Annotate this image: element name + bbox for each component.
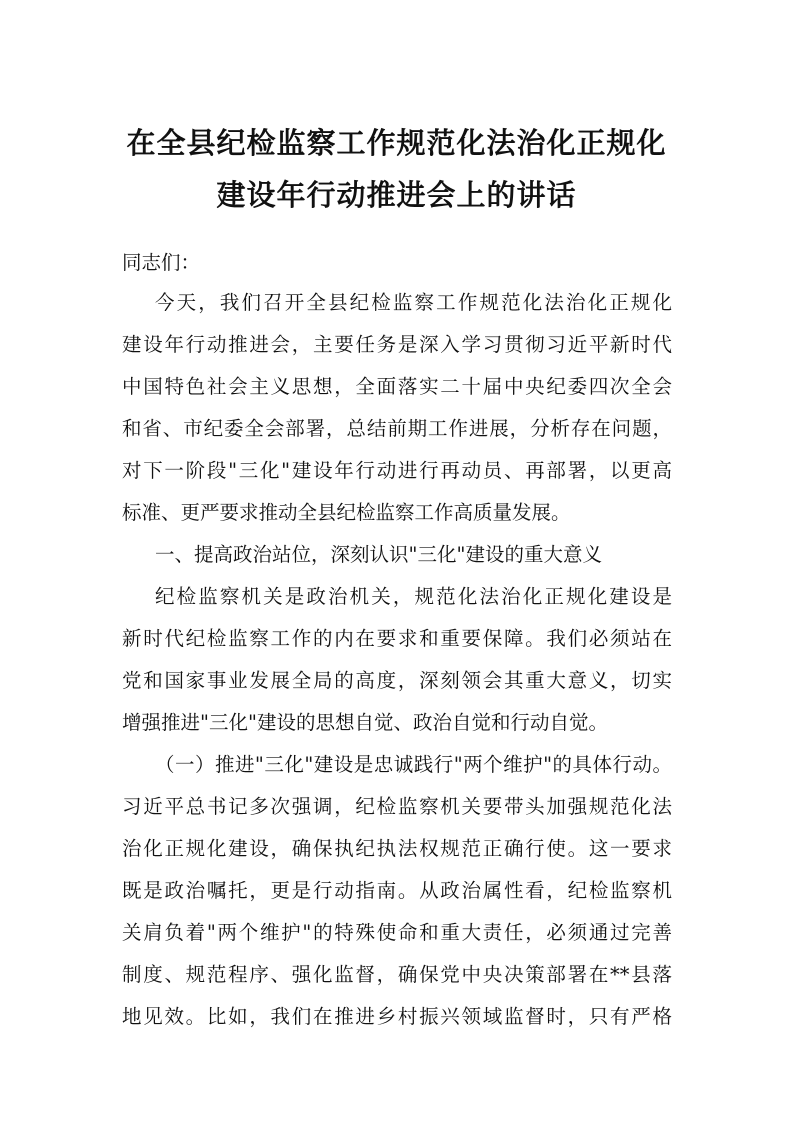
paragraph-line: 中国特色社会主义思想，全面落实二十届中央纪委四次全会 bbox=[122, 375, 672, 398]
paragraph-line: 关肩负着"两个维护"的特殊使命和重大责任，必须通过完善 bbox=[122, 921, 672, 944]
paragraph-line: 纪检监察机关是政治机关，规范化法治化正规化建设是 bbox=[155, 585, 672, 608]
document-title-line-2: 建设年行动推进会上的讲话 bbox=[216, 178, 577, 212]
subsection-heading: （一）推进"三化"建设是忠诚践行"两个维护"的具体行动。 bbox=[155, 753, 672, 776]
paragraph-line: 对下一阶段"三化"建设年行动进行再动员、再部署，以更高 bbox=[122, 459, 672, 482]
paragraph-line: 标准、更严要求推动全县纪检监察工作高质量发展。 bbox=[122, 501, 571, 524]
document-title-line-1: 在全县纪检监察工作规范化法治化正规化 bbox=[126, 126, 667, 160]
paragraph-line: 制度、规范程序、强化监督，确保党中央决策部署在**县落 bbox=[122, 963, 672, 986]
paragraph-line: 新时代纪检监察工作的内在要求和重要保障。我们必须站在 bbox=[122, 627, 672, 650]
paragraph-line: 今天，我们召开全县纪检监察工作规范化法治化正规化 bbox=[155, 291, 672, 314]
section-heading: 一、提高政治站位，深刻认识"三化"建设的重大意义 bbox=[155, 543, 602, 566]
paragraph-line: 党和国家事业发展全局的高度，深刻领会其重大意义，切实 bbox=[122, 669, 672, 692]
paragraph-line: 建设年行动推进会，主要任务是深入学习贯彻习近平新时代 bbox=[122, 333, 672, 356]
paragraph-line: 既是政治嘱托，更是行动指南。从政治属性看，纪检监察机 bbox=[122, 879, 672, 902]
paragraph-line: 习近平总书记多次强调，纪检监察机关要带头加强规范化法 bbox=[122, 795, 672, 818]
paragraph-line: 地见效。比如，我们在推进乡村振兴领域监督时，只有严格 bbox=[122, 1005, 672, 1028]
salutation: 同志们： bbox=[122, 251, 201, 274]
paragraph-line: 增强推进"三化"建设的思想自觉、政治自觉和行动自觉。 bbox=[122, 711, 608, 734]
paragraph-line: 和省、市纪委全会部署，总结前期工作进展，分析存在问题， bbox=[122, 417, 672, 440]
paragraph-line: 治化正规化建设，确保执纪执法权规范正确行使。这一要求 bbox=[122, 837, 672, 860]
